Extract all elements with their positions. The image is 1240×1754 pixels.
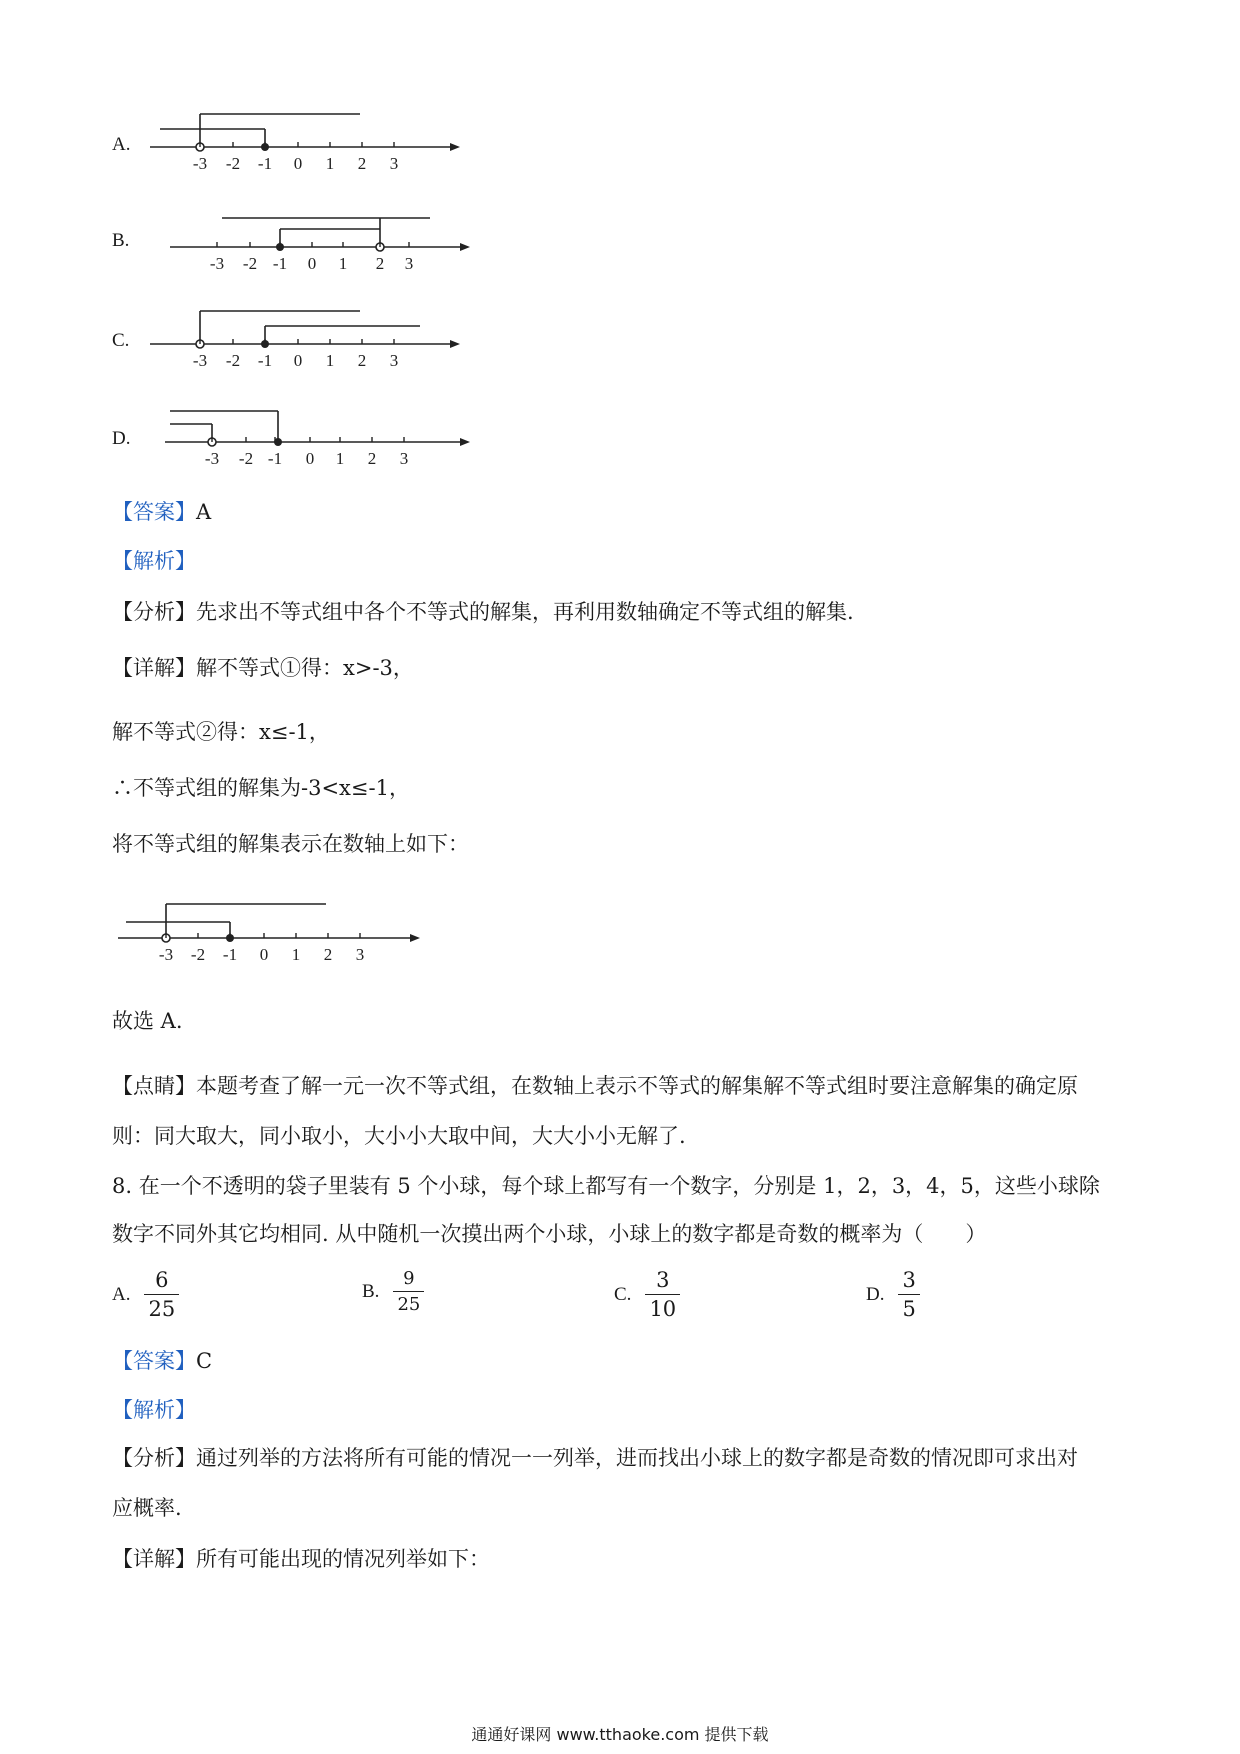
answer-tag: 【答案】 — [112, 500, 196, 524]
denominator: 5 — [902, 1297, 916, 1321]
axis-label: -2 — [242, 254, 258, 273]
fenxi-text: 通过列举的方法将所有可能的情况一一列举，进而找出小球上的数字都是奇数的情况即可求出对 — [196, 1446, 1078, 1470]
axis-label: 2 — [357, 351, 367, 370]
xiangjie-text: 解不等式①得：x>-3， — [196, 656, 414, 680]
option-a-label: A. — [112, 134, 131, 155]
axis-label: 3 — [355, 945, 365, 964]
q7-dianjing-line-2: 则：同大取大，同小取小，大小小大取中间，大大小小无解了. — [112, 1124, 686, 1148]
axis-label: -3 — [204, 449, 220, 468]
axis-label: -1 — [257, 351, 273, 370]
option-c-label: C. — [112, 330, 130, 351]
fenxi-tag: 【分析】 — [112, 1446, 196, 1470]
analysis-tag: 【解析】 — [112, 1398, 196, 1422]
q7-dianjing-line — [112, 1070, 1078, 1100]
axis-label: -3 — [158, 945, 174, 964]
axis-label: 1 — [291, 945, 301, 964]
numerator: 3 — [902, 1268, 916, 1292]
number-line-solution — [118, 890, 438, 970]
numerator: 9 — [403, 1268, 415, 1289]
axis-label: -3 — [209, 254, 225, 273]
q7-xiangjie-line — [112, 652, 414, 682]
q8-choice-a — [112, 1268, 179, 1321]
fraction — [144, 1268, 179, 1321]
answer-value: A — [196, 500, 212, 524]
numerator: 6 — [155, 1268, 169, 1292]
choice-label: D. — [866, 1283, 885, 1305]
q8-fenxi-line — [112, 1442, 1078, 1472]
q7-solution-line-2: 解不等式②得：x≤-1， — [112, 720, 330, 744]
axis-label: 2 — [357, 154, 367, 173]
axis-label: 0 — [307, 254, 317, 273]
q8-stem-line-1: 8. 在一个不透明的袋子里装有 5 个小球，每个球上都写有一个数字，分别是 1，2，3，4，5，这些小球除 — [112, 1174, 1100, 1198]
denominator: 25 — [148, 1297, 176, 1321]
axis-label: 2 — [375, 254, 385, 273]
xiangjie-tag: 【详解】 — [112, 656, 196, 680]
q8-choice-c — [614, 1268, 680, 1321]
axis-label: 2 — [367, 449, 377, 468]
q7-fenxi-line — [112, 596, 854, 626]
number-line-option-a — [150, 100, 470, 180]
axis-label: -1 — [272, 254, 288, 273]
choice-label: A. — [112, 1283, 131, 1305]
axis-label: 3 — [399, 449, 409, 468]
axis-label: 3 — [404, 254, 414, 273]
q8-xiangjie-line — [112, 1543, 490, 1573]
denominator: 10 — [649, 1297, 677, 1321]
choice-label: B. — [362, 1280, 380, 1302]
option-b-label: B. — [112, 230, 130, 251]
axis-label: -1 — [257, 154, 273, 173]
xiangjie-text: 所有可能出现的情况列举如下： — [196, 1547, 490, 1571]
axis-label: 2 — [323, 945, 333, 964]
q8-choice-b — [362, 1268, 424, 1315]
q7-analysis-line — [112, 545, 196, 575]
answer-tag: 【答案】 — [112, 1349, 196, 1373]
axis-label: 1 — [338, 254, 348, 273]
axis-label: 3 — [389, 351, 399, 370]
q8-answer-line — [112, 1345, 212, 1375]
axis-label: -1 — [222, 945, 238, 964]
fenxi-text: 先求出不等式组中各个不等式的解集，再利用数轴确定不等式组的解集. — [196, 600, 854, 624]
axis-label: -2 — [238, 449, 254, 468]
axis-label: 0 — [293, 351, 303, 370]
denominator: 25 — [397, 1294, 421, 1315]
dianjing-tag: 【点睛】 — [112, 1074, 196, 1098]
q8-fenxi-line-2: 应概率. — [112, 1496, 182, 1520]
axis-label: -2 — [225, 154, 241, 173]
choice-label: C. — [614, 1283, 632, 1305]
q8-choice-d — [866, 1268, 920, 1321]
q8-stem-line-2: 数字不同外其它均相同. 从中随机一次摸出两个小球，小球上的数字都是奇数的概率为（ ） — [112, 1222, 987, 1246]
axis-label: 1 — [325, 351, 335, 370]
analysis-tag: 【解析】 — [112, 549, 196, 573]
q7-solution-line-4: 将不等式组的解集表示在数轴上如下： — [112, 832, 469, 856]
fraction — [393, 1268, 424, 1315]
q7-solution-line-3: ∴不等式组的解集为-3<x≤-1， — [112, 776, 410, 800]
axis-label: 1 — [325, 154, 335, 173]
number-line-option-c — [150, 297, 470, 377]
axis-label: -2 — [190, 945, 206, 964]
axis-label: -2 — [225, 351, 241, 370]
axis-label: 1 — [335, 449, 345, 468]
answer-value: C — [196, 1349, 213, 1373]
number-line-option-b — [160, 200, 480, 280]
axis-label: -3 — [192, 351, 208, 370]
number-line-option-d — [160, 395, 480, 475]
axis-label: 0 — [305, 449, 315, 468]
option-d-label: D. — [112, 428, 131, 449]
axis-label: -3 — [192, 154, 208, 173]
axis-label: 0 — [259, 945, 269, 964]
axis-label: 0 — [293, 154, 303, 173]
q7-answer-line — [112, 496, 211, 526]
q8-analysis-line — [112, 1394, 196, 1424]
fraction — [645, 1268, 680, 1321]
axis-label: -1 — [267, 449, 283, 468]
fenxi-tag: 【分析】 — [112, 600, 196, 624]
xiangjie-tag: 【详解】 — [112, 1547, 196, 1571]
q7-conclusion: 故选 A. — [112, 1009, 183, 1033]
fraction — [898, 1268, 919, 1321]
numerator: 3 — [656, 1268, 670, 1292]
dianjing-text: 本题考查了解一元一次不等式组，在数轴上表示不等式的解集解不等式组时要注意解集的确定原 — [196, 1074, 1078, 1098]
page-footer: 通通好课网 www.tthaoke.com 提供下载 — [471, 1725, 769, 1744]
axis-label: 3 — [389, 154, 399, 173]
